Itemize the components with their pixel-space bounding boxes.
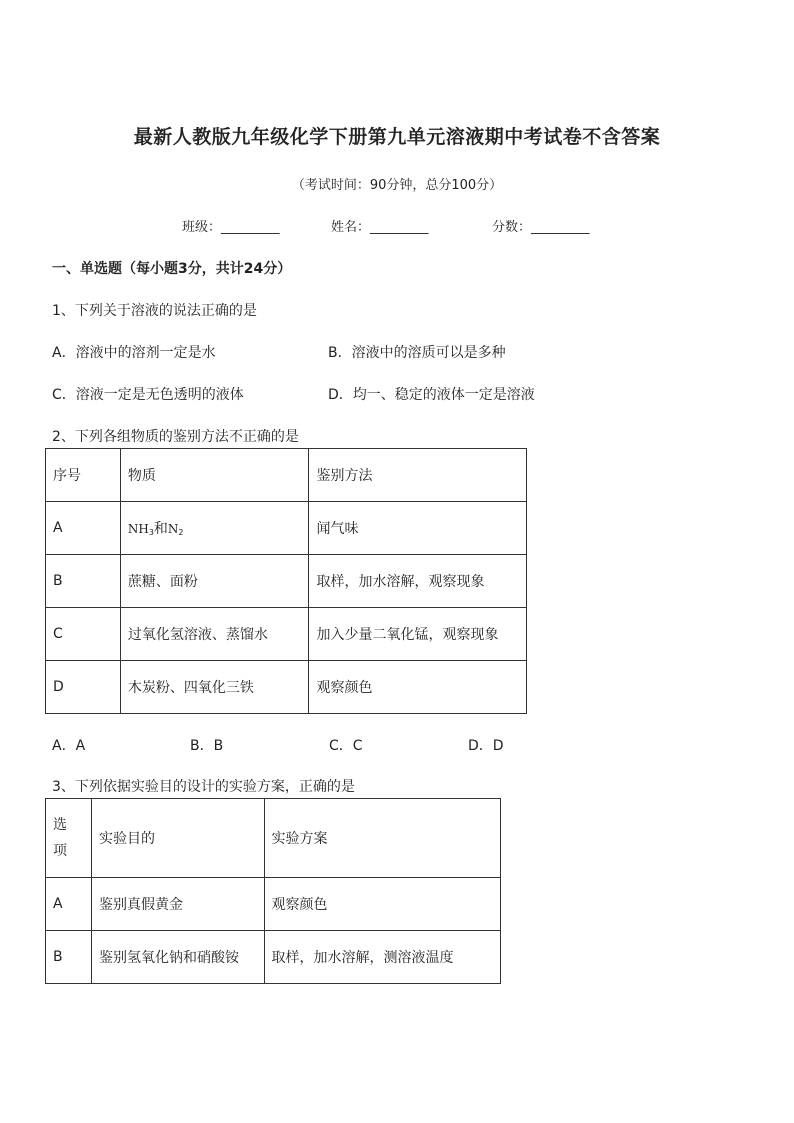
question-1-option-c: C．溶液一定是无色透明的液体 xyxy=(52,387,244,403)
formula-conjunction: 和 xyxy=(153,521,168,537)
table-header-row xyxy=(46,799,501,878)
table-row xyxy=(46,502,527,555)
table-cell: B xyxy=(46,555,121,608)
table-header-row xyxy=(46,449,527,502)
page-title: 最新人教版九年级化学下册第九单元溶液期中考试卷不含答案 xyxy=(133,126,661,148)
question-1-option-b: B．溶液中的溶质可以是多种 xyxy=(328,345,506,361)
table-row xyxy=(46,931,501,984)
table-row xyxy=(46,555,527,608)
table-cell: 观察颜色 xyxy=(309,661,527,714)
question-2-option-d: D．D xyxy=(468,738,504,754)
formula-subscript: 2 xyxy=(178,528,184,537)
table-cell: B xyxy=(46,931,92,984)
table-cell: A xyxy=(46,502,121,555)
formula-subscript: 3 xyxy=(148,528,154,537)
question-2-table xyxy=(45,448,527,714)
table-cell: 闻气味 xyxy=(309,502,527,555)
table-cell: D xyxy=(46,661,121,714)
question-2-stem: 2、下列各组物质的鉴别方法不正确的是 xyxy=(52,429,299,445)
table-header-cell: 鉴别方法 xyxy=(309,449,527,502)
table-cell: 鉴别真假黄金 xyxy=(91,878,264,931)
table-header-cell: 实验方案 xyxy=(264,799,500,878)
formula-part: NH xyxy=(127,522,149,536)
table-row xyxy=(46,608,527,661)
table-cell: 过氧化氢溶液、蒸馏水 xyxy=(120,608,309,661)
table-cell: 鉴别氢氧化钠和硝酸铵 xyxy=(91,931,264,984)
formula-part: N xyxy=(167,522,179,536)
table-cell: 木炭粉、四氧化三铁 xyxy=(120,661,309,714)
score-field-label: 分数：_________ xyxy=(492,220,590,235)
question-2-option-b: B．B xyxy=(190,738,224,754)
table-cell: A xyxy=(46,878,92,931)
question-3-table xyxy=(45,798,501,984)
table-row xyxy=(46,661,527,714)
question-2-option-a: A．A xyxy=(52,738,86,754)
question-1-option-d: D．均一、稳定的液体一定是溶液 xyxy=(328,387,535,403)
class-field-label: 班级：_________ xyxy=(182,220,280,235)
table-header-cell: 物质 xyxy=(120,449,309,502)
table-cell: 取样，加水溶解，观察现象 xyxy=(309,555,527,608)
table-cell: 加入少量二氧化锰，观察现象 xyxy=(309,608,527,661)
table-cell: C xyxy=(46,608,121,661)
table-header-cell: 选项 xyxy=(46,799,92,878)
exam-subtitle: （考试时间：90分钟，总分100分） xyxy=(291,178,503,193)
table-row xyxy=(46,878,501,931)
table-cell: 蔗糖、面粉 xyxy=(120,555,309,608)
table-cell: 观察颜色 xyxy=(264,878,500,931)
question-2-option-c: C．C xyxy=(329,738,363,754)
table-cell: 取样，加水溶解，测溶液温度 xyxy=(264,931,500,984)
question-1-option-a: A．溶液中的溶剂一定是水 xyxy=(52,345,216,361)
question-3-stem: 3、下列依据实验目的设计的实验方案，正确的是 xyxy=(52,779,355,795)
table-header-cell: 实验目的 xyxy=(91,799,264,878)
name-field-label: 姓名：_________ xyxy=(331,220,429,235)
question-1-stem: 1、下列关于溶液的说法正确的是 xyxy=(52,303,257,319)
table-cell xyxy=(120,502,309,555)
section-heading: 一、单选题（每小题3分，共计24分） xyxy=(52,261,292,277)
table-header-cell: 序号 xyxy=(46,449,121,502)
